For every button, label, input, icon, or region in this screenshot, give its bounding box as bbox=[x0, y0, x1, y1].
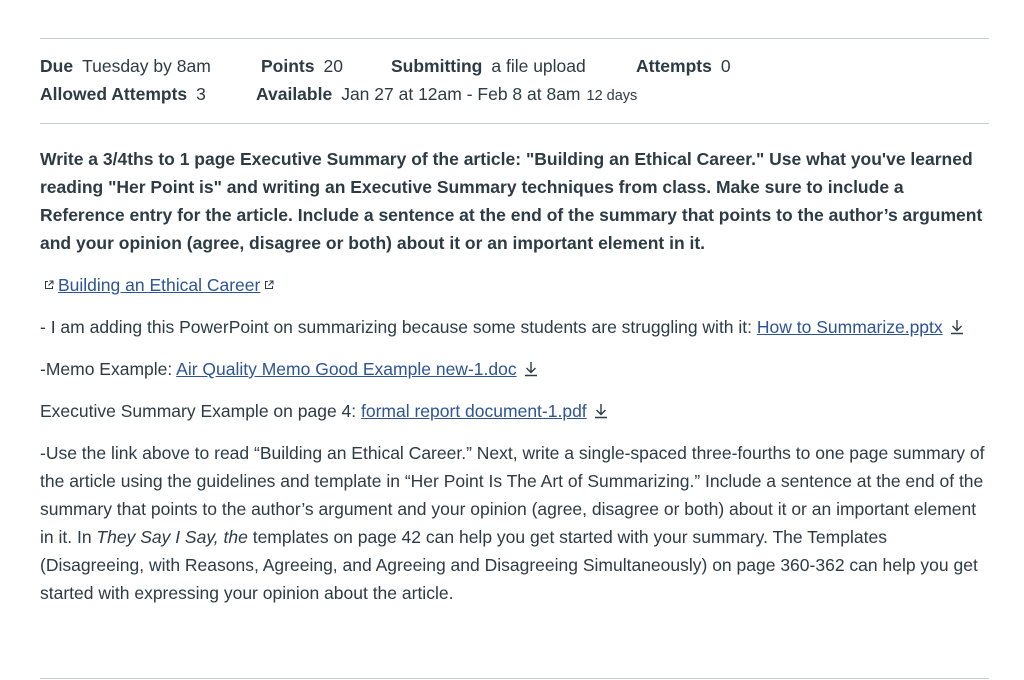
formal-report-link[interactable]: formal report document-1.pdf bbox=[361, 401, 587, 421]
points-value: 20 bbox=[323, 56, 343, 76]
powerpoint-text: - I am adding this PowerPoint on summarizing because some students are struggling with it: bbox=[40, 317, 757, 337]
available-item bbox=[256, 80, 637, 108]
building-ethical-career-link[interactable]: Building an Ethical Career bbox=[58, 275, 261, 295]
download-icon[interactable] bbox=[593, 402, 609, 420]
assignment-description bbox=[40, 145, 985, 621]
due-item bbox=[40, 52, 261, 80]
submitting-label: Submitting bbox=[391, 56, 483, 76]
details-row-2 bbox=[40, 80, 989, 108]
attempts-value: 0 bbox=[720, 56, 731, 76]
top-divider bbox=[40, 38, 989, 39]
external-link-icon bbox=[264, 280, 274, 290]
points-label: Points bbox=[261, 56, 315, 76]
available-label: Available bbox=[256, 84, 333, 104]
allowed-attempts-value: 3 bbox=[196, 84, 206, 104]
due-value: Tuesday by 8am bbox=[82, 56, 211, 76]
body-text-2: templates on page 42 can help you get started with your summary. The Templates (Disagreeing, with Reasons, Agreeing, and Agreeing and Disagreeing Simultaneously) on page 360-362 can help you get started with expressing your opinion about the article. bbox=[40, 527, 978, 603]
executive-summary-paragraph bbox=[40, 397, 985, 425]
submitting-item bbox=[391, 52, 636, 80]
instructions-body bbox=[40, 439, 985, 607]
assignment-details bbox=[40, 52, 989, 108]
article-link-paragraph bbox=[40, 271, 985, 299]
bottom-divider bbox=[40, 678, 989, 679]
available-days: 12 days bbox=[586, 88, 638, 104]
download-icon[interactable] bbox=[949, 318, 965, 336]
instructions-lead: Write a 3/4ths to 1 page Executive Summary of the article: "Building an Ethical Career." Use what you've learned reading "Her Point is" and writing an Executive Summary techniques from class. Make sure to include a Reference entry for the article. Include a sentence at the end of the summary that points to the author’s argument and your opinion (agree, disagree or both) about it or an important element in it. bbox=[40, 149, 983, 253]
allowed-attempts-label: Allowed Attempts bbox=[40, 84, 188, 104]
attempts-item bbox=[636, 52, 731, 80]
attempts-label: Attempts bbox=[636, 56, 712, 76]
memo-text: -Memo Example: bbox=[40, 359, 177, 379]
points-item bbox=[261, 52, 391, 80]
powerpoint-paragraph bbox=[40, 313, 985, 341]
download-icon[interactable] bbox=[523, 360, 539, 378]
available-value: Jan 27 at 12am - Feb 8 at 8am bbox=[341, 84, 581, 104]
how-to-summarize-link[interactable]: How to Summarize.pptx bbox=[756, 317, 943, 337]
memo-example-link[interactable]: Air Quality Memo Good Example new-1.doc bbox=[176, 359, 517, 379]
details-row-1 bbox=[40, 52, 989, 80]
due-label: Due bbox=[40, 56, 74, 76]
details-divider bbox=[40, 123, 989, 124]
body-book-title: They Say I Say, the bbox=[96, 527, 248, 547]
submitting-value: a file upload bbox=[491, 56, 586, 76]
allowed-attempts-item bbox=[40, 80, 256, 108]
external-link-icon bbox=[44, 280, 54, 290]
executive-summary-text: Executive Summary Example on page 4: bbox=[40, 401, 361, 421]
memo-paragraph bbox=[40, 355, 985, 383]
body-text-1: -Use the link above to read “Building an Ethical Career.” Next, write a single-spaced three-fourths to one page summary of the article using the guidelines and template in “Her Point Is The Art of Summarizing.” Include a sentence at the end of the summary that points to the author’s argument and your opinion (agree, disagree or both) about it or an important element in it. In bbox=[40, 443, 985, 547]
